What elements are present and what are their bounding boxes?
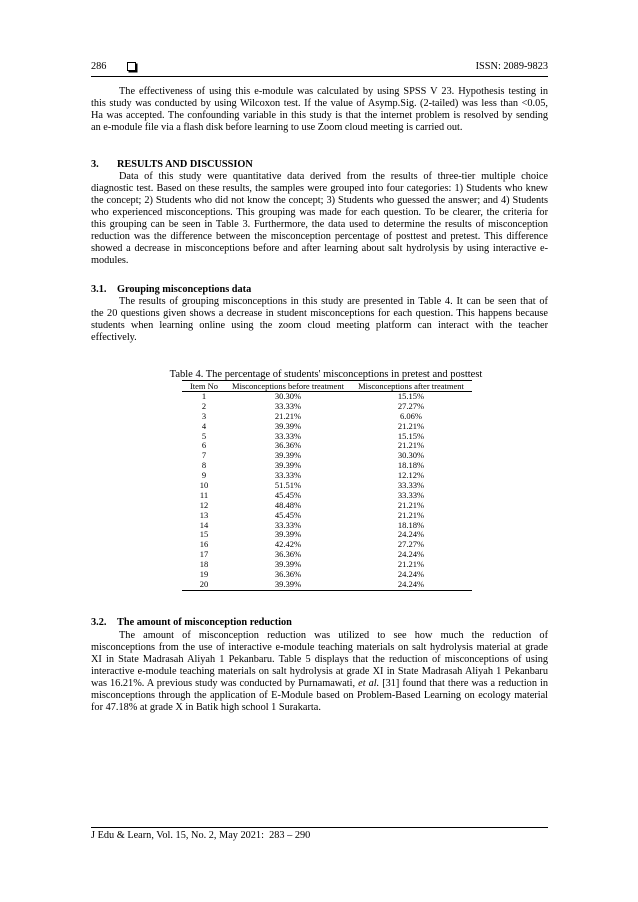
item-no-cell: 1 xyxy=(201,391,207,401)
before-treatment-cell: 21.21% xyxy=(274,410,302,421)
table-row xyxy=(182,550,472,560)
table-header-row xyxy=(182,381,472,392)
subsection-number: 3.1. xyxy=(91,284,107,295)
box-icon xyxy=(127,62,136,71)
paragraph-line: The effectiveness of using this e-module was calculated by using SPSS V 23. Hypothesis testing in xyxy=(119,86,548,97)
table-row xyxy=(182,580,472,590)
after-treatment-cell: 33.33% xyxy=(397,489,425,500)
paragraph-line: diagnostic test. Based on these results, the samples were grouped into four categories: 1) Students who knew xyxy=(91,183,548,194)
table-row xyxy=(182,432,472,442)
paragraph-line: XI in State Madrasah Aliyah 1 Pekanbaru. Table 5 displays that the reduction of misconceptions of using xyxy=(91,654,548,665)
after-treatment-cell: 15.15% xyxy=(397,430,425,441)
item-no-cell: 17 xyxy=(199,549,209,560)
paragraph-line: the concept; 2) Students who did not know the concept; 3) Students who guessed the answer; and 4) Students xyxy=(91,195,548,206)
item-no-cell: 8 xyxy=(201,460,207,471)
paragraph-line: The amount of misconception reduction was utilized to see how much the reduction of xyxy=(119,630,548,641)
item-no-cell: 11 xyxy=(199,489,209,500)
paragraph-line: effectively. xyxy=(91,332,137,343)
table-caption: Table 4. The percentage of students' misconceptions in pretest and posttest xyxy=(169,369,483,380)
subsection-heading xyxy=(91,617,548,629)
italic-citation: et al. xyxy=(358,678,380,689)
paragraph-line: showed a decrease in misconceptions before and after learning about salt hydrolysis by using interactive e- xyxy=(91,243,548,254)
column-header-item-no: Item No xyxy=(189,381,219,391)
table-row xyxy=(182,521,472,531)
item-no-cell: 19 xyxy=(199,569,209,580)
paragraph-line: Ha was accepted. The confounding variable in this study is that the internet problem is resolved by sending xyxy=(91,110,548,121)
table-row xyxy=(182,481,472,491)
table-row xyxy=(182,422,472,432)
reduction-paragraph xyxy=(91,630,548,714)
table-row xyxy=(182,402,472,412)
item-no-cell: 15 xyxy=(199,529,209,540)
column-header-after-treatment: Misconceptions after treatment xyxy=(358,381,464,391)
after-treatment-cell: 12.12% xyxy=(397,470,425,481)
results-discussion-paragraph xyxy=(91,171,548,267)
item-no-cell: 14 xyxy=(199,519,209,530)
paragraph-line: this grouping can be seen in Table 3. Furthermore, the data used to determine the results of misconception xyxy=(91,219,548,230)
paragraph-line: reduction was the difference between the misconception percentage of posttest and pretest. This difference xyxy=(91,231,548,242)
before-treatment-cell: 39.39% xyxy=(274,420,302,431)
after-treatment-cell: 27.27% xyxy=(397,400,425,411)
before-treatment-cell: 42.42% xyxy=(274,539,302,550)
item-no-cell: 4 xyxy=(201,420,207,431)
before-treatment-cell: 39.39% xyxy=(274,450,302,461)
table-row xyxy=(182,392,472,402)
footer-rule xyxy=(91,827,548,828)
section-title: RESULTS AND DISCUSSION xyxy=(117,159,253,170)
table-row xyxy=(182,461,472,471)
paragraph-line: for 47.18% at grade X in Batik high school 1 Surakarta. xyxy=(91,702,321,713)
table-row xyxy=(182,540,472,550)
paragraph-line: interactive e-module teaching materials on salt hydrolysis at grade XI in State Madrasah Aliyah 1 Pekanbaru xyxy=(91,666,548,677)
before-treatment-cell: 45.45% xyxy=(274,509,302,520)
after-treatment-cell: 21.21% xyxy=(397,440,425,451)
paragraph-line xyxy=(91,678,548,690)
after-treatment-cell: 18.18% xyxy=(397,519,425,530)
after-treatment-cell: 21.21% xyxy=(397,559,425,570)
before-treatment-cell: 45.45% xyxy=(274,489,302,500)
subsection-title: The amount of misconception reduction xyxy=(117,617,292,628)
after-treatment-cell: 6.06% xyxy=(400,410,422,421)
item-no-cell: 7 xyxy=(201,450,207,461)
after-treatment-cell: 21.21% xyxy=(397,420,425,431)
before-treatment-cell: 51.51% xyxy=(274,480,302,491)
after-treatment-cell: 24.24% xyxy=(397,569,425,580)
after-treatment-cell: 33.33% xyxy=(397,480,425,491)
subsection-heading xyxy=(91,284,548,296)
table-row xyxy=(182,501,472,511)
paragraph-line: an e-module file via a flash disk before learning to use Zoom cloud meeting is carried out. xyxy=(91,122,463,133)
before-treatment-cell: 36.36% xyxy=(274,440,302,451)
paragraph-line: misconceptions from the use of interactive e-module teaching materials on salt hydrolysis material at grade xyxy=(91,642,548,653)
subsection-number: 3.2. xyxy=(91,617,107,628)
after-treatment-cell: 24.24% xyxy=(397,549,425,560)
grouping-paragraph xyxy=(91,296,548,344)
line-segment: [31] found that there was a reduction in xyxy=(379,678,549,689)
column-header-before-treatment: Misconceptions before treatment xyxy=(232,381,344,391)
item-no-cell: 13 xyxy=(199,509,209,520)
paragraph-line: who experienced misconceptions. This grouping was made for each question. To be clearer, the criteria for xyxy=(91,207,548,218)
after-treatment-cell: 24.24% xyxy=(397,578,425,589)
paragraph-line: students when learning online using the zoom cloud meeting platform can interact with the teacher xyxy=(91,320,548,331)
item-no-cell: 6 xyxy=(201,440,207,451)
table-row xyxy=(182,441,472,451)
table-body xyxy=(182,392,472,590)
table-row xyxy=(182,451,472,461)
after-treatment-cell: 30.30% xyxy=(397,450,425,461)
before-treatment-cell: 30.30% xyxy=(274,391,302,401)
before-treatment-cell: 48.48% xyxy=(274,499,302,510)
table-row xyxy=(182,570,472,580)
table-row xyxy=(182,471,472,481)
paragraph-line: misconceptions through the application of E-Module based on Problem-Based Learning on ecology material xyxy=(91,690,548,701)
before-treatment-cell: 33.33% xyxy=(274,400,302,411)
paragraph-line: this study was conducted by using Wilcoxon test. If the value of Asymp.Sig. (2-tailed) was less than <0.05, xyxy=(91,98,548,109)
page-number: 286 xyxy=(91,61,107,72)
item-no-cell: 18 xyxy=(199,559,209,570)
item-no-cell: 9 xyxy=(201,470,207,481)
line-segment: was 16.21%. A previous study was conducted by Purnamawati, xyxy=(91,678,359,689)
before-treatment-cell: 39.39% xyxy=(274,578,302,589)
before-treatment-cell: 39.39% xyxy=(274,460,302,471)
misconceptions-table xyxy=(182,380,472,591)
section-heading xyxy=(91,159,548,171)
item-no-cell: 12 xyxy=(199,499,209,510)
after-treatment-cell: 21.21% xyxy=(397,509,425,520)
after-treatment-cell: 15.15% xyxy=(397,391,425,401)
paragraph-line: modules. xyxy=(91,255,129,266)
paragraph-line: Data of this study were quantitative data derived from the results of three-tier multiple choice xyxy=(119,171,548,182)
item-no-cell: 16 xyxy=(199,539,209,550)
table-row xyxy=(182,412,472,422)
item-no-cell: 2 xyxy=(201,400,207,411)
after-treatment-cell: 24.24% xyxy=(397,529,425,540)
header-rule xyxy=(91,76,548,77)
before-treatment-cell: 39.39% xyxy=(274,529,302,540)
section-number: 3. xyxy=(91,159,99,170)
after-treatment-cell: 21.21% xyxy=(397,499,425,510)
paragraph-line: The results of grouping misconceptions in this study are presented in Table 4. It can be seen that of xyxy=(119,296,548,307)
intro-paragraph xyxy=(91,86,548,134)
table-row xyxy=(182,530,472,540)
table-row xyxy=(182,491,472,501)
item-no-cell: 5 xyxy=(201,430,207,441)
after-treatment-cell: 27.27% xyxy=(397,539,425,550)
table-row xyxy=(182,511,472,521)
after-treatment-cell: 18.18% xyxy=(397,460,425,471)
before-treatment-cell: 36.36% xyxy=(274,569,302,580)
before-treatment-cell: 33.33% xyxy=(274,519,302,530)
before-treatment-cell: 33.33% xyxy=(274,470,302,481)
before-treatment-cell: 33.33% xyxy=(274,430,302,441)
journal-citation: J Edu & Learn, Vol. 15, No. 2, May 2021: 283 – 290 xyxy=(91,830,311,841)
before-treatment-cell: 39.39% xyxy=(274,559,302,570)
item-no-cell: 3 xyxy=(201,410,207,421)
before-treatment-cell: 36.36% xyxy=(274,549,302,560)
item-no-cell: 10 xyxy=(199,480,209,491)
paragraph-line: the 20 questions given shows a decrease in student misconceptions for each question. This happens because xyxy=(91,308,548,319)
subsection-title: Grouping misconceptions data xyxy=(117,284,252,295)
issn: ISSN: 2089-9823 xyxy=(475,61,548,72)
table-row xyxy=(182,560,472,570)
item-no-cell: 20 xyxy=(199,578,209,589)
